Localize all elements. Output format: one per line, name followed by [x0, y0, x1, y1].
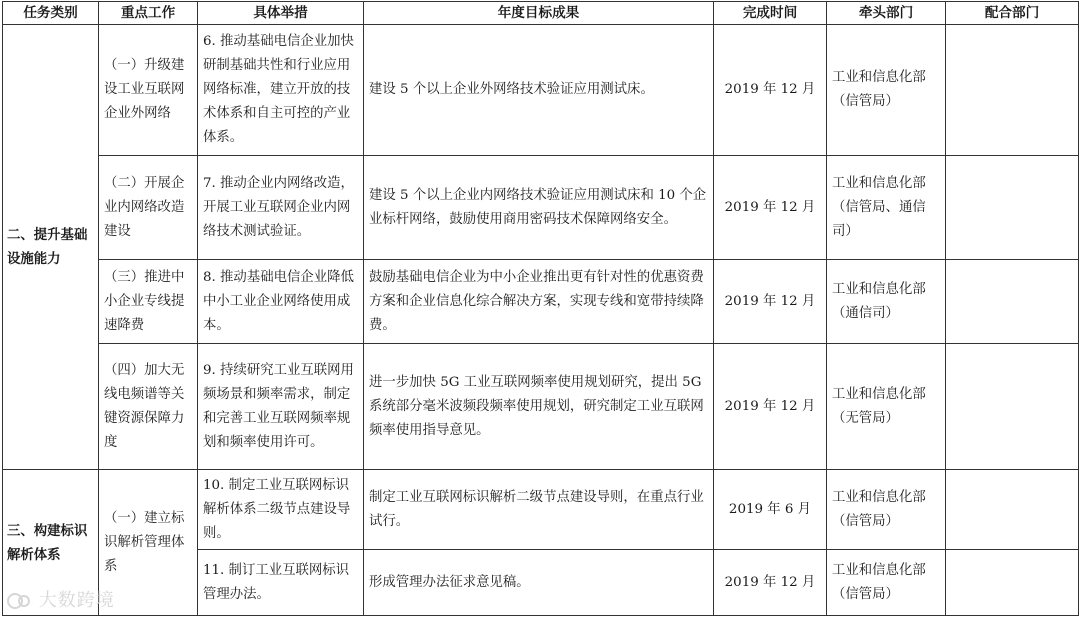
- coop-dept-cell: [946, 344, 1079, 470]
- time-cell: 2019 年 12 月: [714, 344, 827, 470]
- coop-dept-cell: [946, 156, 1079, 260]
- coop-dept-cell: [946, 470, 1079, 550]
- table-row: [3, 260, 1079, 344]
- lead-dept-cell: 工业和信息化部（信管局、通信司）: [827, 156, 946, 260]
- goal-cell: 鼓励基础电信企业为中小企业推出更有针对性的优惠资费方案和企业信息化综合解决方案，实现专线和宽带持续降费。: [364, 260, 714, 344]
- lead-dept-cell: 工业和信息化部（无管局）: [827, 344, 946, 470]
- time-cell: 2019 年 12 月: [714, 156, 827, 260]
- watermark: [6, 586, 115, 612]
- goal-cell: 建设 5 个以上企业外网络技术验证应用测试床。: [364, 25, 714, 156]
- header-lead-dept: 牵头部门: [827, 2, 946, 25]
- lead-dept-cell: 工业和信息化部（信管局）: [827, 25, 946, 156]
- category-cell: 二、提升基础设施能力: [3, 25, 99, 470]
- measure-cell: 6. 推动基础电信企业加快研制基础共性和行业应用网络标准，建立开放的技术体系和自主可控的产业体系。: [198, 25, 364, 156]
- measure-cell: 10. 制定工业互联网标识解析体系二级节点建设导则。: [198, 470, 364, 550]
- table-row: [3, 25, 1079, 156]
- goal-cell: 建设 5 个以上企业内网络技术验证应用测试床和 10 个企业标杆网络，鼓励使用商用密码技术保障网络安全。: [364, 156, 714, 260]
- table-row: [3, 344, 1079, 470]
- measure-cell: 8. 推动基础电信企业降低中小工业企业网络使用成本。: [198, 260, 364, 344]
- table-row: [3, 156, 1079, 260]
- goal-cell: 形成管理办法征求意见稿。: [364, 550, 714, 616]
- key-work-cell: （一）升级建设工业互联网企业外网络: [99, 25, 198, 156]
- header-category: 任务类别: [3, 2, 99, 25]
- key-work-cell: （三）推进中小企业专线提速降费: [99, 260, 198, 344]
- header-coop-dept: 配合部门: [946, 2, 1079, 25]
- time-cell: 2019 年 6 月: [714, 470, 827, 550]
- time-cell: 2019 年 12 月: [714, 25, 827, 156]
- header-measures: 具体举措: [198, 2, 364, 25]
- coop-dept-cell: [946, 260, 1079, 344]
- header-row: [3, 2, 1079, 25]
- header-completion-time: 完成时间: [714, 2, 827, 25]
- time-cell: 2019 年 12 月: [714, 550, 827, 616]
- table-row: [3, 470, 1079, 550]
- coop-dept-cell: [946, 550, 1079, 616]
- measure-cell: 11. 制订工业互联网标识管理办法。: [198, 550, 364, 616]
- goal-cell: 进一步加快 5G 工业互联网频率使用规划研究，提出 5G 系统部分毫米波频段频率使用规划，研究制定工业互联网频率使用指导意见。: [364, 344, 714, 470]
- key-work-cell: （二）开展企业内网络改造建设: [99, 156, 198, 260]
- header-key-work: 重点工作: [99, 2, 198, 25]
- goal-cell: 制定工业互联网标识解析二级节点建设导则，在重点行业试行。: [364, 470, 714, 550]
- lead-dept-cell: 工业和信息化部（通信司）: [827, 260, 946, 344]
- measure-cell: 9. 持续研究工业互联网用频场景和频率需求，制定和完善工业互联网频率规划和频率使用许可。: [198, 344, 364, 470]
- category-cell: 三、构建标识解析体系: [3, 470, 99, 616]
- watermark-logo-icon: [6, 592, 32, 610]
- time-cell: 2019 年 12 月: [714, 260, 827, 344]
- watermark-text: 大数跨境: [38, 590, 115, 611]
- coop-dept-cell: [946, 25, 1079, 156]
- task-table: [2, 1, 1079, 616]
- key-work-cell: （一）建立标识解析管理体系: [99, 470, 198, 616]
- key-work-cell: （四）加大无线电频谱等关键资源保障力度: [99, 344, 198, 470]
- lead-dept-cell: 工业和信息化部（信管局）: [827, 550, 946, 616]
- lead-dept-cell: 工业和信息化部（信管局）: [827, 470, 946, 550]
- measure-cell: 7. 推动企业内网络改造，开展工业互联网企业内网络技术测试验证。: [198, 156, 364, 260]
- header-annual-goal: 年度目标成果: [364, 2, 714, 25]
